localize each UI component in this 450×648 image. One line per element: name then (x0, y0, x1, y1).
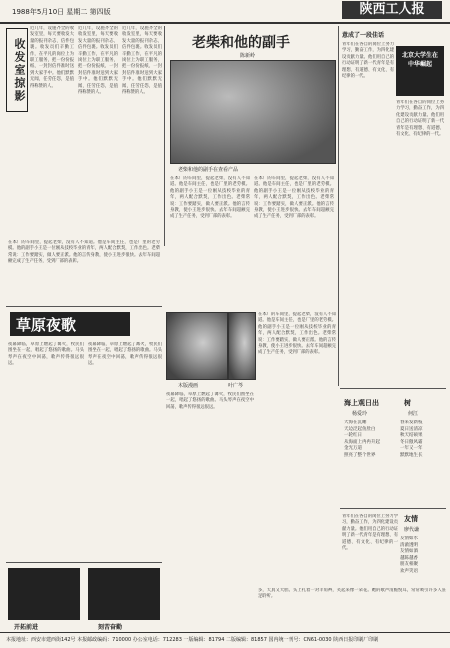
poem-friend-author: 廖代谦 (404, 527, 420, 533)
cartoon-image-2 (228, 312, 256, 380)
main-story-photo (170, 60, 336, 164)
poem-line: 夏日送清凉 (400, 426, 423, 432)
poem-line: 越陈越香 (400, 555, 418, 561)
divider (6, 562, 162, 563)
divider (340, 508, 446, 509)
poem-friend-title: 友情 (404, 515, 418, 523)
main-story-photo-caption: 老柴和他的副手在查看产品 (178, 167, 239, 173)
poem-line: 友情如酒 (400, 549, 418, 555)
column-left-body-2: 近几年，设施齐全的收发室里，每天要收发大量的报刊杂志、信件包裹。收发员们辛勤工作，在平凡的岗位上为职工服务，把一份份报纸、一封封信件准时送到大家手中。他们默默无闻，任劳任怨，是值得称赞的人。 (78, 26, 118, 96)
center-column-body: 在本厂的车间里，提起老柴，没有人不知道。他是车间主任，也是厂里的老劳模。他的副手小王是一位刚从技校毕业的青年，两人配合默契，工作出色。老柴常说：工作要踏实，做人要正派。他的言传身教，使小王进步很快。去年车间超额完成了生产任务，受到厂部的表彰。 (258, 312, 336, 356)
poem-line: 金光万道 (344, 446, 362, 452)
main-story-body: 在本厂的车间里，提起老柴，没有人不知道。他是车间主任，也是厂里的老劳模。他的副手小王是一位刚从技校毕业的青年，两人配合默契，工作出色。老柴常说：工作要踏实，做人要正派。他的言传身教，使小王进步很快。去年车间超额完成了生产任务，受到厂部的表彰。 (170, 176, 250, 220)
poem-trees-author: 何江 (408, 411, 419, 417)
main-story-author: 陈新岭 (240, 53, 256, 59)
poem-sea-lines (344, 420, 394, 504)
poem-line: 照亮了整个世界 (344, 452, 376, 458)
main-story-body-2: 在本厂的车间里，提起老柴，没有人不知道。他是车间主任，也是厂里的老劳模。他的副手小王是一位刚从技校毕业的青年，两人配合默契，工作出色。老柴常说：工作要踏实，做人要正派。他的言传身教，使小王进步很快。去年车间超额完成了生产任务，受到厂部的表彰。 (254, 176, 334, 220)
poem-line: 清澈透明 (400, 542, 418, 548)
poem-line: 天边泛起鱼肚白 (344, 426, 376, 432)
main-story-continued: 在本厂的车间里，提起老柴，没有人不知道。他是车间主任，也是厂里的老劳模。他的副手小王是一位刚从技校毕业的青年，两人配合默契，工作出色。老柴常说：工作要踏实，做人要正派。他的言传身教，使小王进步很快。去年车间超额完成了生产任务，受到厂部的表彰。 (8, 240, 160, 265)
right-bottom-body: 青年们在各自的岗位上努力学习，勤奋工作，为四化建设贡献力量。他们用自己的行动证明了新一代青年是有理想、有道德、有文化、有纪律的一代。 (342, 514, 398, 552)
cartoon-author: 叶广芩 (228, 383, 244, 389)
bottom-story-body: 多，天真又大胆。头上扎着一对羊角辫，笑起来像一朵花。她的歌声清脆悦耳，常常吸引许多人驻足聆听。 (258, 588, 446, 600)
divider (340, 388, 446, 389)
prairie-title: 草原夜歌 (16, 316, 77, 334)
divider (6, 306, 162, 307)
column-left-title: 收发室掠影 (6, 28, 28, 112)
ad-label-1: 开拓前进 (14, 624, 39, 631)
prairie-body: 夜幕降临，草原上燃起了篝火，牧民们围坐在一起，唱起了悠扬的歌曲。马头琴声在夜空中回荡，歌声传得很远很远。 (8, 342, 84, 367)
cartoon-image (166, 312, 228, 380)
main-story-title: 老柴和他的副手 (192, 35, 290, 51)
poem-line: 冬日傲风霜 (400, 439, 423, 445)
right-column-head: 意成了一段佳话 (342, 32, 385, 39)
page-footer: 本报地址：西安市建西街142号 本报邮政编码：710000 办公室电话：712283 一版编辑：81794 二版编辑：81857 国内统一刊号：CN61-0030 陕西日报印刷厂印刷 (0, 632, 450, 648)
poem-line: 一轮红日 (344, 433, 362, 439)
poem-line: 默默地生长 (400, 452, 423, 458)
cartoon-caption: 木版漫画 (178, 383, 199, 389)
poem-line: 春来发新枝 (400, 420, 423, 425)
divider (338, 26, 339, 386)
poem-sea-title: 海上观日出 (344, 399, 379, 407)
poem-line: 一年又一年 (400, 446, 423, 452)
divider (164, 26, 165, 246)
poem-line: 友情如水 (400, 536, 418, 541)
cartoon-body: 夜幕降临，草原上燃起了篝火，牧民们围坐在一起，唱起了悠扬的歌曲。马头琴声在夜空中回荡，歌声传得很远很远。 (166, 392, 254, 410)
ad-block-1 (8, 568, 80, 620)
poem-line: 欢声笑语 (400, 568, 418, 574)
right-column-body: 青年们在各自的岗位上努力学习，勤奋工作，为四化建设贡献力量。他们用自己的行动证明了新一代青年是有理想、有道德、有文化、有纪律的一代。 (342, 42, 394, 80)
poem-sea-author: 杨爱玲 (352, 411, 368, 417)
right-column-box: 北京大学生在中华崛起 (396, 46, 444, 96)
poem-trees-title: 树 (404, 399, 411, 407)
poem-line: 朋友相聚 (400, 562, 418, 568)
poem-line: 大海在沉睡 (344, 420, 367, 425)
column-left-body-3: 近几年，设施齐全的收发室里，每天要收发大量的报刊杂志、信件包裹。收发员们辛勤工作，在平凡的岗位上为职工服务，把一份份报纸、一封封信件准时送到大家手中。他们默默无闻，任劳任怨，是值得称赞的人。 (122, 26, 162, 96)
poem-trees-lines (400, 420, 446, 504)
column-left-body: 近几年，设施齐全的收发室里，每天要收发大量的报刊杂志、信件包裹。收发员们辛勤工作，在平凡的岗位上为职工服务，把一份份报纸、一封封信件准时送到大家手中。他们默默无闻，任劳任怨，是值得称赞的人。 (30, 26, 74, 89)
ad-label-2: 刻苦奋勤 (98, 624, 123, 631)
prairie-body-2: 夜幕降临，草原上燃起了篝火，牧民们围坐在一起，唱起了悠扬的歌曲。马头琴声在夜空中回荡，歌声传得很远很远。 (88, 342, 162, 367)
right-column-body-2: 青年们在各自的岗位上努力学习，勤奋工作，为四化建设贡献力量。他们用自己的行动证明了新一代青年是有理想、有道德、有文化、有纪律的一代。 (396, 100, 444, 138)
poem-line: 秋天结硕果 (400, 433, 423, 439)
poem-line: 从海面上冉冉升起 (344, 439, 380, 445)
poem-friend-lines (400, 536, 446, 596)
masthead: 陕西工人报 (342, 1, 442, 19)
ad-block-2 (88, 568, 160, 620)
header-date: 1988年5月10日 星期二 第四版 (12, 8, 111, 16)
